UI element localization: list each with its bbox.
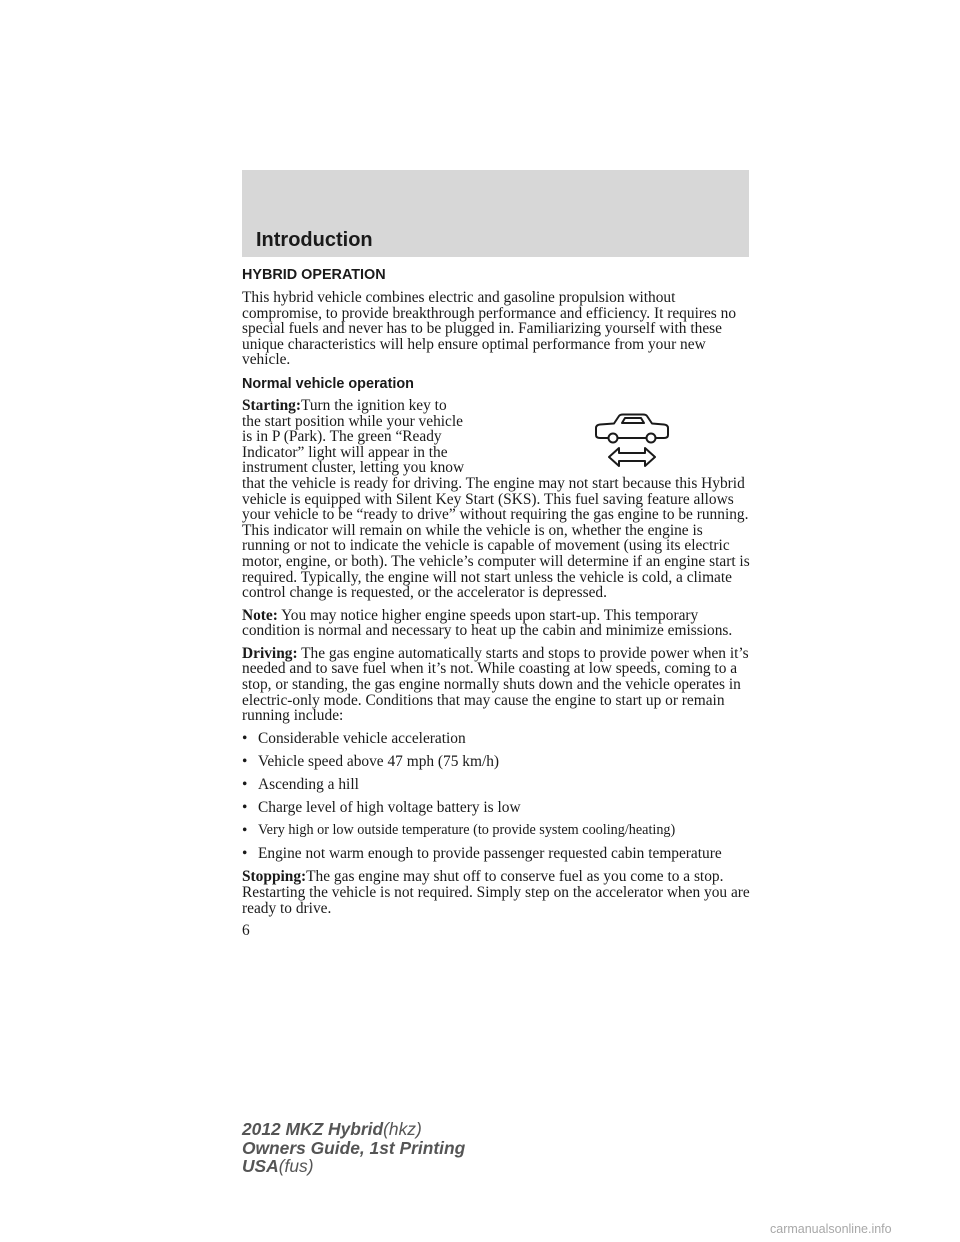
bullet-glyph: • xyxy=(242,776,248,794)
footer-model-code: (hkz) xyxy=(383,1119,422,1139)
watermark: carmanualsonline.info xyxy=(770,1222,892,1236)
starting-lead-line-2: the start position while your vehicle xyxy=(242,412,463,430)
note-paragraph xyxy=(242,608,752,639)
list-item xyxy=(242,731,752,747)
page-number: 6 xyxy=(242,922,250,940)
print-footer xyxy=(242,1120,465,1176)
list-item xyxy=(242,800,752,816)
list-item xyxy=(242,777,752,793)
bullet-glyph: • xyxy=(242,799,248,817)
engine-start-conditions-list xyxy=(242,731,752,862)
list-item-text: Considerable vehicle acceleration xyxy=(258,729,466,747)
starting-label: Starting: xyxy=(242,396,301,414)
driving-text: The gas engine automatically starts and stops to provide power when it’s needed and to save fuel when it’s not. While coasting at low speeds, coming to a stop, or standing, the gas engine normally shuts down and the vehicle operates in electric-only mode. Conditions that may cause the engine to start up or remain running include: xyxy=(242,644,749,725)
list-item-text: Ascending a hill xyxy=(258,776,359,794)
bullet-glyph: • xyxy=(242,752,248,770)
ready-indicator-icon xyxy=(593,408,671,468)
list-item xyxy=(242,754,752,770)
list-item-text: Engine not warm enough to provide passenger requested cabin temperature xyxy=(258,845,722,863)
starting-rest: that the vehicle is ready for driving. The engine may not start because this Hybrid vehicle is equipped with Silent Key Start (SKS). This fuel saving feature allows your vehicle to be “ready to drive” without requiring the gas engine to be running. This indicator will remain on while the vehicle is on, whether the engine is running or not to indicate the vehicle is capable of movement (using its electric motor, engine, or both). The vehicle’s computer will determine if an engine start is required. Typically, the engine will not start unless the vehicle is cold, a climate control change is requested, or the accelerator is depressed. xyxy=(242,474,750,602)
normal-operation-subheading: Normal vehicle operation xyxy=(242,375,414,392)
driving-label: Driving: xyxy=(242,644,298,662)
intro-paragraph: This hybrid vehicle combines electric and gasoline propulsion without compromise, to provide breakthrough performance and efficiency. It requires no special fuels and never has to be plugged in. Familiarizing yourself with these unique characteristics will help ensure optimal performance from your new vehicle. xyxy=(242,289,737,369)
footer-line-1 xyxy=(242,1120,465,1139)
list-item-text: Very high or low outside temperature (to provide system cooling/heating) xyxy=(258,822,676,839)
hybrid-operation-heading: HYBRID OPERATION xyxy=(242,267,386,283)
starting-lead-line-3: is in P (Park). The green “Ready xyxy=(242,428,442,446)
section-title: Introduction xyxy=(256,229,373,251)
footer-market: USA xyxy=(242,1156,279,1176)
footer-market-code: (fus) xyxy=(278,1156,314,1176)
starting-lead-line-4: Indicator” light will appear in the xyxy=(242,443,448,461)
starting-lead xyxy=(242,398,752,414)
footer-line-3 xyxy=(242,1157,465,1176)
note-label: Note: xyxy=(242,606,278,624)
page-content xyxy=(242,266,752,939)
starting-paragraph xyxy=(242,398,752,601)
stopping-text: The gas engine may shut off to conserve fuel as you come to a stop. Restarting the vehicle is not required. Simply step on the accelerator when you are ready to drive. xyxy=(242,868,750,917)
footer-model: 2012 MKZ Hybrid xyxy=(242,1119,384,1139)
bullet-glyph: • xyxy=(242,729,248,747)
note-text: You may notice higher engine speeds upon start-up. This temporary condition is normal and necessary to heat up the cabin and minimize emissions. xyxy=(242,606,733,640)
bullet-glyph: • xyxy=(242,822,248,840)
section-header-band xyxy=(242,170,749,257)
list-item-text: Vehicle speed above 47 mph (75 km/h) xyxy=(258,752,500,770)
footer-line-2: Owners Guide, 1st Printing xyxy=(242,1137,466,1158)
stopping-label: Stopping: xyxy=(242,868,307,886)
stopping-paragraph xyxy=(242,869,752,916)
list-item xyxy=(242,846,752,862)
driving-paragraph xyxy=(242,646,752,724)
list-item xyxy=(242,823,752,839)
starting-lead-line-5: instrument cluster, letting you know xyxy=(242,459,465,477)
bullet-glyph: • xyxy=(242,845,248,863)
starting-lead-line-1: Turn the ignition key to xyxy=(301,396,447,414)
list-item-text: Charge level of high voltage battery is low xyxy=(258,799,521,817)
